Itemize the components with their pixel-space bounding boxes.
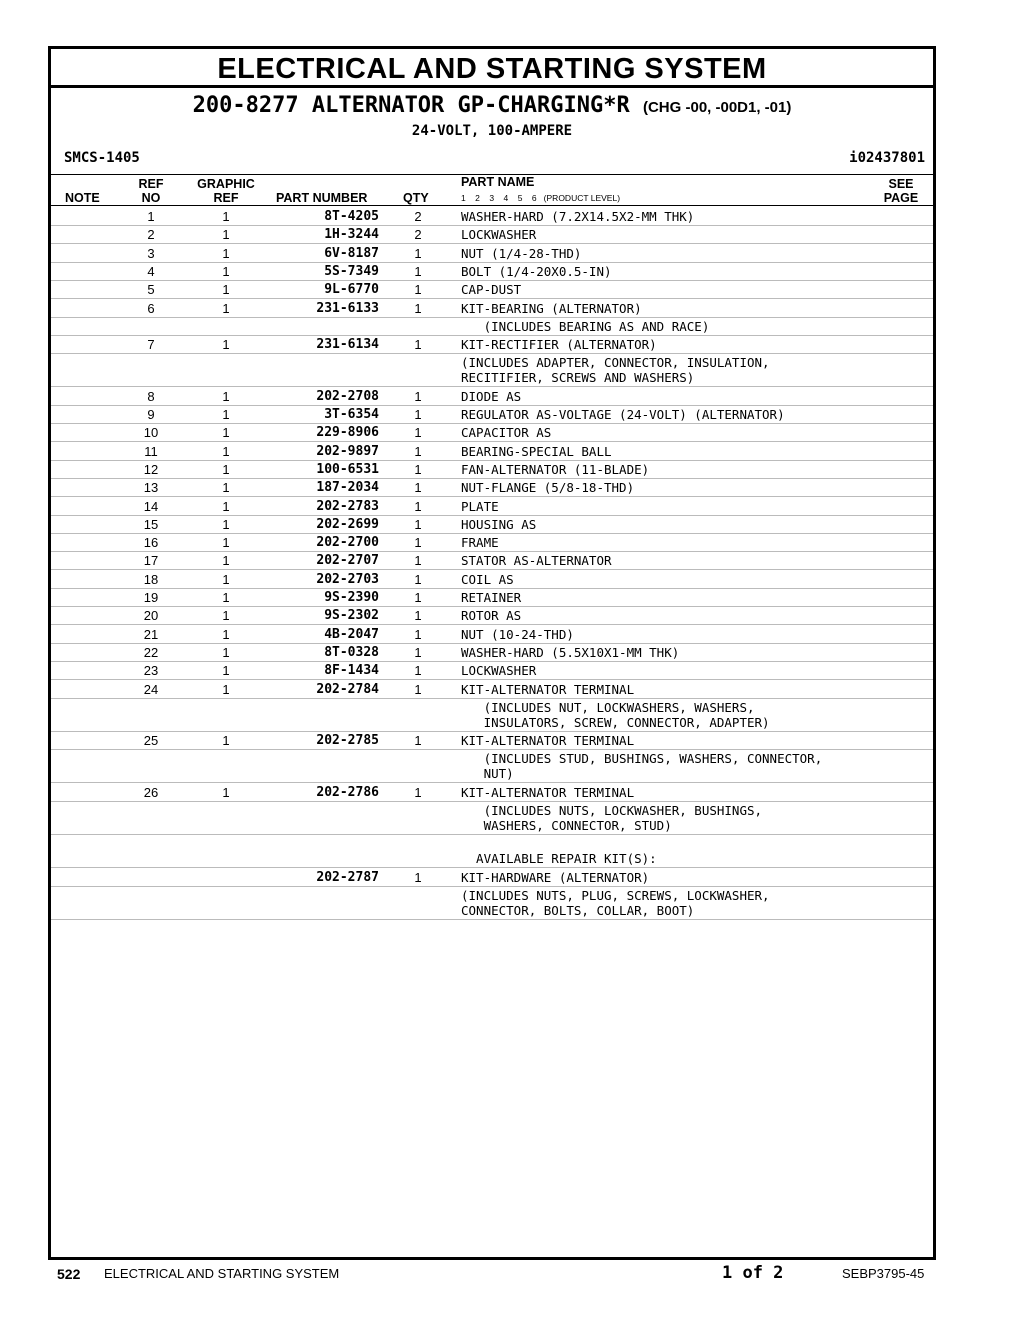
- part-name-cell: KIT-ALTERNATOR TERMINAL: [461, 784, 635, 800]
- table-row: [51, 570, 933, 589]
- table-row: [51, 405, 933, 424]
- header-see-page-line2: PAGE: [883, 191, 919, 205]
- part-name-cell: KIT-BEARING (ALTERNATOR): [461, 300, 642, 316]
- part-number-cell: 100-6531: [316, 461, 379, 477]
- part-name-cell: BEARING-SPECIAL BALL: [461, 443, 612, 459]
- table-row: [51, 834, 933, 868]
- ref-no-cell: 17: [143, 553, 159, 569]
- qty-cell: 1: [414, 480, 422, 496]
- part-name-cell: DIODE AS: [461, 388, 522, 404]
- qty-cell: 2: [414, 209, 422, 224]
- part-number-cell: 202-2786: [316, 784, 379, 800]
- part-name-cell: CAPACITOR AS: [461, 425, 552, 441]
- part-name-cell: KIT-ALTERNATOR TERMINAL: [461, 681, 635, 697]
- ref-no-cell: 4: [147, 263, 155, 279]
- graphic-ref-cell: 1: [222, 590, 230, 605]
- qty-cell: 1: [414, 388, 422, 404]
- ref-no-cell: 12: [143, 461, 159, 477]
- header-divider-bottom: [51, 205, 933, 206]
- part-number-cell: 202-2707: [316, 553, 379, 569]
- header-product-level: 1 2 3 4 5 6 (PRODUCT LEVEL): [461, 193, 621, 203]
- part-number-cell: 231-6134: [316, 337, 379, 353]
- header-ref-no-line2: NO: [141, 191, 161, 205]
- part-name-cell: ROTOR AS: [461, 608, 522, 624]
- table-row: [51, 317, 933, 336]
- part-name-cell: (INCLUDES NUTS, LOCKWASHER, BUSHINGS, WASHERS, CONNECTOR, STUD): [483, 803, 763, 833]
- graphic-ref-cell: 1: [222, 443, 230, 459]
- qty-cell: 1: [414, 869, 422, 885]
- section-title: ELECTRICAL AND STARTING SYSTEM: [51, 49, 933, 88]
- table-row: [51, 497, 933, 516]
- footer-document: SEBP3795-45: [842, 1266, 925, 1281]
- part-number-cell: 231-6133: [316, 300, 379, 316]
- part-number-cell: 4B-2047: [324, 626, 379, 642]
- graphic-ref-cell: 1: [222, 263, 230, 279]
- part-number-cell: 202-2699: [316, 516, 379, 532]
- header-ref-no-line1: REF: [138, 177, 164, 191]
- part-name-cell: CAP-DUST: [461, 282, 522, 298]
- graphic-ref-cell: 1: [222, 516, 230, 532]
- ref-no-cell: 19: [143, 590, 159, 605]
- header-note: NOTE: [65, 191, 100, 205]
- header-part-name: PART NAME: [461, 175, 535, 189]
- graphic-ref-cell: 1: [222, 644, 230, 660]
- qty-cell: 1: [414, 461, 422, 477]
- part-name-cell: NUT (1/4-28-THD): [461, 245, 582, 261]
- table-row: [51, 207, 933, 226]
- qty-cell: 1: [414, 263, 422, 279]
- header-graphic-ref-line1: GRAPHIC: [197, 177, 255, 191]
- qty-cell: 2: [414, 227, 422, 243]
- header-qty: QTY: [403, 191, 429, 205]
- ref-no-cell: 22: [143, 644, 159, 660]
- qty-cell: 1: [414, 337, 422, 353]
- ref-no-cell: 24: [143, 681, 159, 697]
- part-name-cell: WASHER-HARD (5.5X10X1-MM THK): [461, 644, 680, 660]
- part-number-cell: 187-2034: [316, 480, 379, 496]
- part-name-cell: STATOR AS-ALTERNATOR: [461, 553, 612, 569]
- part-name-cell: AVAILABLE REPAIR KIT(S):: [476, 851, 657, 867]
- part-number-cell: 202-2708: [316, 388, 379, 404]
- qty-cell: 1: [414, 784, 422, 800]
- ref-no-cell: 15: [143, 516, 159, 532]
- table-row: [51, 299, 933, 318]
- qty-cell: 1: [414, 571, 422, 587]
- part-number-cell: 9S-2302: [324, 608, 379, 624]
- graphic-ref-cell: 1: [222, 553, 230, 569]
- ref-no-cell: 6: [147, 300, 155, 316]
- footer-page-number: 522: [57, 1266, 81, 1282]
- qty-cell: 1: [414, 407, 422, 422]
- part-name-cell: (INCLUDES BEARING AS AND RACE): [461, 318, 710, 334]
- graphic-ref-cell: 1: [222, 608, 230, 624]
- qty-cell: 1: [414, 644, 422, 660]
- graphic-ref-cell: 1: [222, 300, 230, 316]
- part-name-cell: (INCLUDES ADAPTER, CONNECTOR, INSULATION, RECITIFIER, SCREWS AND WASHERS): [461, 355, 770, 386]
- header-see-page-line1: SEE: [888, 177, 914, 191]
- ref-no-cell: 7: [147, 337, 155, 353]
- part-name-cell: (INCLUDES NUT, LOCKWASHERS, WASHERS, INSULATORS, SCREW, CONNECTOR, ADAPTER): [483, 699, 770, 730]
- ref-no-cell: 3: [147, 245, 155, 261]
- table-row: [51, 533, 933, 552]
- group-subtitle: 24-VOLT, 100-AMPERE: [411, 123, 573, 139]
- group-title-text: 200-8277 ALTERNATOR GP-CHARGING*R: [192, 93, 630, 118]
- qty-cell: 1: [414, 282, 422, 298]
- table-row: [51, 262, 933, 281]
- table-row: [51, 731, 933, 750]
- graphic-ref-cell: 1: [222, 571, 230, 587]
- qty-cell: 1: [414, 300, 422, 316]
- part-number-cell: 9L-6770: [324, 282, 379, 298]
- qty-cell: 1: [414, 245, 422, 261]
- qty-cell: 1: [414, 733, 422, 749]
- table-row: [51, 606, 933, 625]
- part-number-cell: 8T-0328: [324, 644, 379, 660]
- ref-no-cell: 9: [147, 407, 155, 422]
- table-row: [51, 244, 933, 263]
- part-number-cell: 6V-8187: [324, 245, 379, 261]
- graphic-ref-cell: 1: [222, 480, 230, 496]
- illustration-ref: i02437801: [849, 150, 925, 166]
- qty-cell: 1: [414, 681, 422, 697]
- graphic-ref-cell: 1: [222, 535, 230, 551]
- ref-no-cell: 2: [147, 227, 155, 243]
- table-row: [51, 551, 933, 570]
- part-name-cell: FAN-ALTERNATOR (11-BLADE): [461, 461, 650, 477]
- part-number-cell: 8F-1434: [324, 663, 379, 679]
- table-row: [51, 460, 933, 479]
- graphic-ref-cell: 1: [222, 407, 230, 422]
- part-name-cell: WASHER-HARD (7.2X14.5X2-MM THK): [461, 209, 695, 224]
- page-frame: [48, 46, 936, 1260]
- graphic-ref-cell: 1: [222, 461, 230, 477]
- qty-cell: 1: [414, 663, 422, 679]
- qty-cell: 1: [414, 425, 422, 441]
- header-graphic-ref: [191, 177, 261, 205]
- part-number-cell: 3T-6354: [324, 407, 379, 422]
- part-number-cell: 9S-2390: [324, 590, 379, 605]
- header-graphic-ref-line2: REF: [213, 191, 239, 205]
- ref-no-cell: 25: [143, 733, 159, 749]
- ref-no-cell: 18: [143, 571, 159, 587]
- graphic-ref-cell: 1: [222, 209, 230, 224]
- ref-no-cell: 23: [143, 663, 159, 679]
- part-number-cell: 202-2783: [316, 498, 379, 514]
- table-row: [51, 423, 933, 442]
- table-row: [51, 801, 933, 835]
- graphic-ref-cell: 1: [222, 681, 230, 697]
- graphic-ref-cell: 1: [222, 498, 230, 514]
- part-number-cell: 202-2703: [316, 571, 379, 587]
- part-number-cell: 202-2784: [316, 681, 379, 697]
- footer-section: ELECTRICAL AND STARTING SYSTEM: [104, 1266, 340, 1281]
- qty-cell: 1: [414, 535, 422, 551]
- graphic-ref-cell: 1: [222, 282, 230, 298]
- qty-cell: 1: [414, 608, 422, 624]
- qty-cell: 1: [414, 626, 422, 642]
- part-number-cell: 202-2787: [316, 869, 379, 885]
- part-number-cell: 202-9897: [316, 443, 379, 459]
- graphic-ref-cell: 1: [222, 663, 230, 679]
- graphic-ref-cell: 1: [222, 388, 230, 404]
- part-name-cell: PLATE: [461, 498, 499, 514]
- graphic-ref-cell: 1: [222, 784, 230, 800]
- part-name-cell: HOUSING AS: [461, 516, 537, 532]
- table-row: [51, 643, 933, 662]
- table-row: [51, 225, 933, 244]
- ref-no-cell: 20: [143, 608, 159, 624]
- table-row: [51, 478, 933, 497]
- header-ref-no: [131, 177, 171, 205]
- part-number-cell: 229-8906: [316, 425, 379, 441]
- ref-no-cell: 26: [143, 784, 159, 800]
- part-name-cell: KIT-ALTERNATOR TERMINAL: [461, 733, 635, 749]
- ref-no-cell: 21: [143, 626, 159, 642]
- header-see-page: [881, 177, 921, 205]
- part-name-cell: (INCLUDES STUD, BUSHINGS, WASHERS, CONNECTOR, NUT): [483, 751, 823, 782]
- part-name-cell: REGULATOR AS-VOLTAGE (24-VOLT) (ALTERNATOR): [461, 407, 785, 422]
- ref-no-cell: 14: [143, 498, 159, 514]
- qty-cell: 1: [414, 443, 422, 459]
- table-row: [51, 442, 933, 461]
- part-name-cell: COIL AS: [461, 571, 514, 587]
- ref-no-cell: 13: [143, 480, 159, 496]
- part-name-cell: LOCKWASHER: [461, 227, 537, 243]
- part-name-cell: (INCLUDES NUTS, PLUG, SCREWS, LOCKWASHER, CONNECTOR, BOLTS, COLLAR, BOOT): [461, 887, 770, 918]
- part-number-cell: 8T-4205: [324, 209, 379, 224]
- qty-cell: 1: [414, 516, 422, 532]
- qty-cell: 1: [414, 590, 422, 605]
- table-row: [51, 335, 933, 354]
- table-row: [51, 749, 933, 783]
- part-number-cell: 5S-7349: [324, 263, 379, 279]
- part-name-cell: BOLT (1/4-20X0.5-IN): [461, 263, 612, 279]
- change-level: (CHG -00, -00D1, -01): [642, 99, 792, 116]
- smcs-code: SMCS-1405: [64, 150, 140, 166]
- table-row: [51, 661, 933, 680]
- ref-no-cell: 1: [147, 209, 155, 224]
- table-row: [51, 783, 933, 802]
- graphic-ref-cell: 1: [222, 425, 230, 441]
- qty-cell: 1: [414, 498, 422, 514]
- table-row: [51, 886, 933, 920]
- footer-sheet: 1 of 2: [722, 1263, 784, 1283]
- ref-no-cell: 8: [147, 388, 155, 404]
- table-row: [51, 387, 933, 406]
- ref-no-cell: 10: [143, 425, 159, 441]
- ref-no-cell: 16: [143, 535, 159, 551]
- part-name-cell: NUT-FLANGE (5/8-18-THD): [461, 480, 635, 496]
- graphic-ref-cell: 1: [222, 337, 230, 353]
- table-row: [51, 698, 933, 732]
- graphic-ref-cell: 1: [222, 245, 230, 261]
- table-row: [51, 515, 933, 534]
- table-row: [51, 625, 933, 644]
- graphic-ref-cell: 1: [222, 227, 230, 243]
- part-number-cell: 1H-3244: [324, 227, 379, 243]
- table-row: [51, 588, 933, 607]
- part-number-cell: 202-2785: [316, 733, 379, 749]
- part-name-cell: KIT-HARDWARE (ALTERNATOR): [461, 869, 650, 885]
- table-row: [51, 868, 933, 887]
- table-row: [51, 280, 933, 299]
- group-title: [51, 93, 933, 118]
- ref-no-cell: 11: [144, 443, 158, 459]
- part-name-cell: LOCKWASHER: [461, 663, 537, 679]
- part-name-cell: NUT (10-24-THD): [461, 626, 574, 642]
- part-number-cell: 202-2700: [316, 535, 379, 551]
- part-name-cell: FRAME: [461, 535, 499, 551]
- graphic-ref-cell: 1: [222, 733, 230, 749]
- ref-no-cell: 5: [147, 282, 155, 298]
- graphic-ref-cell: 1: [222, 626, 230, 642]
- table-row: [51, 680, 933, 699]
- header-part-number: PART NUMBER: [276, 191, 368, 205]
- part-name-cell: RETAINER: [461, 590, 522, 605]
- qty-cell: 1: [414, 553, 422, 569]
- table-row: [51, 353, 933, 387]
- part-name-cell: KIT-RECTIFIER (ALTERNATOR): [461, 337, 657, 353]
